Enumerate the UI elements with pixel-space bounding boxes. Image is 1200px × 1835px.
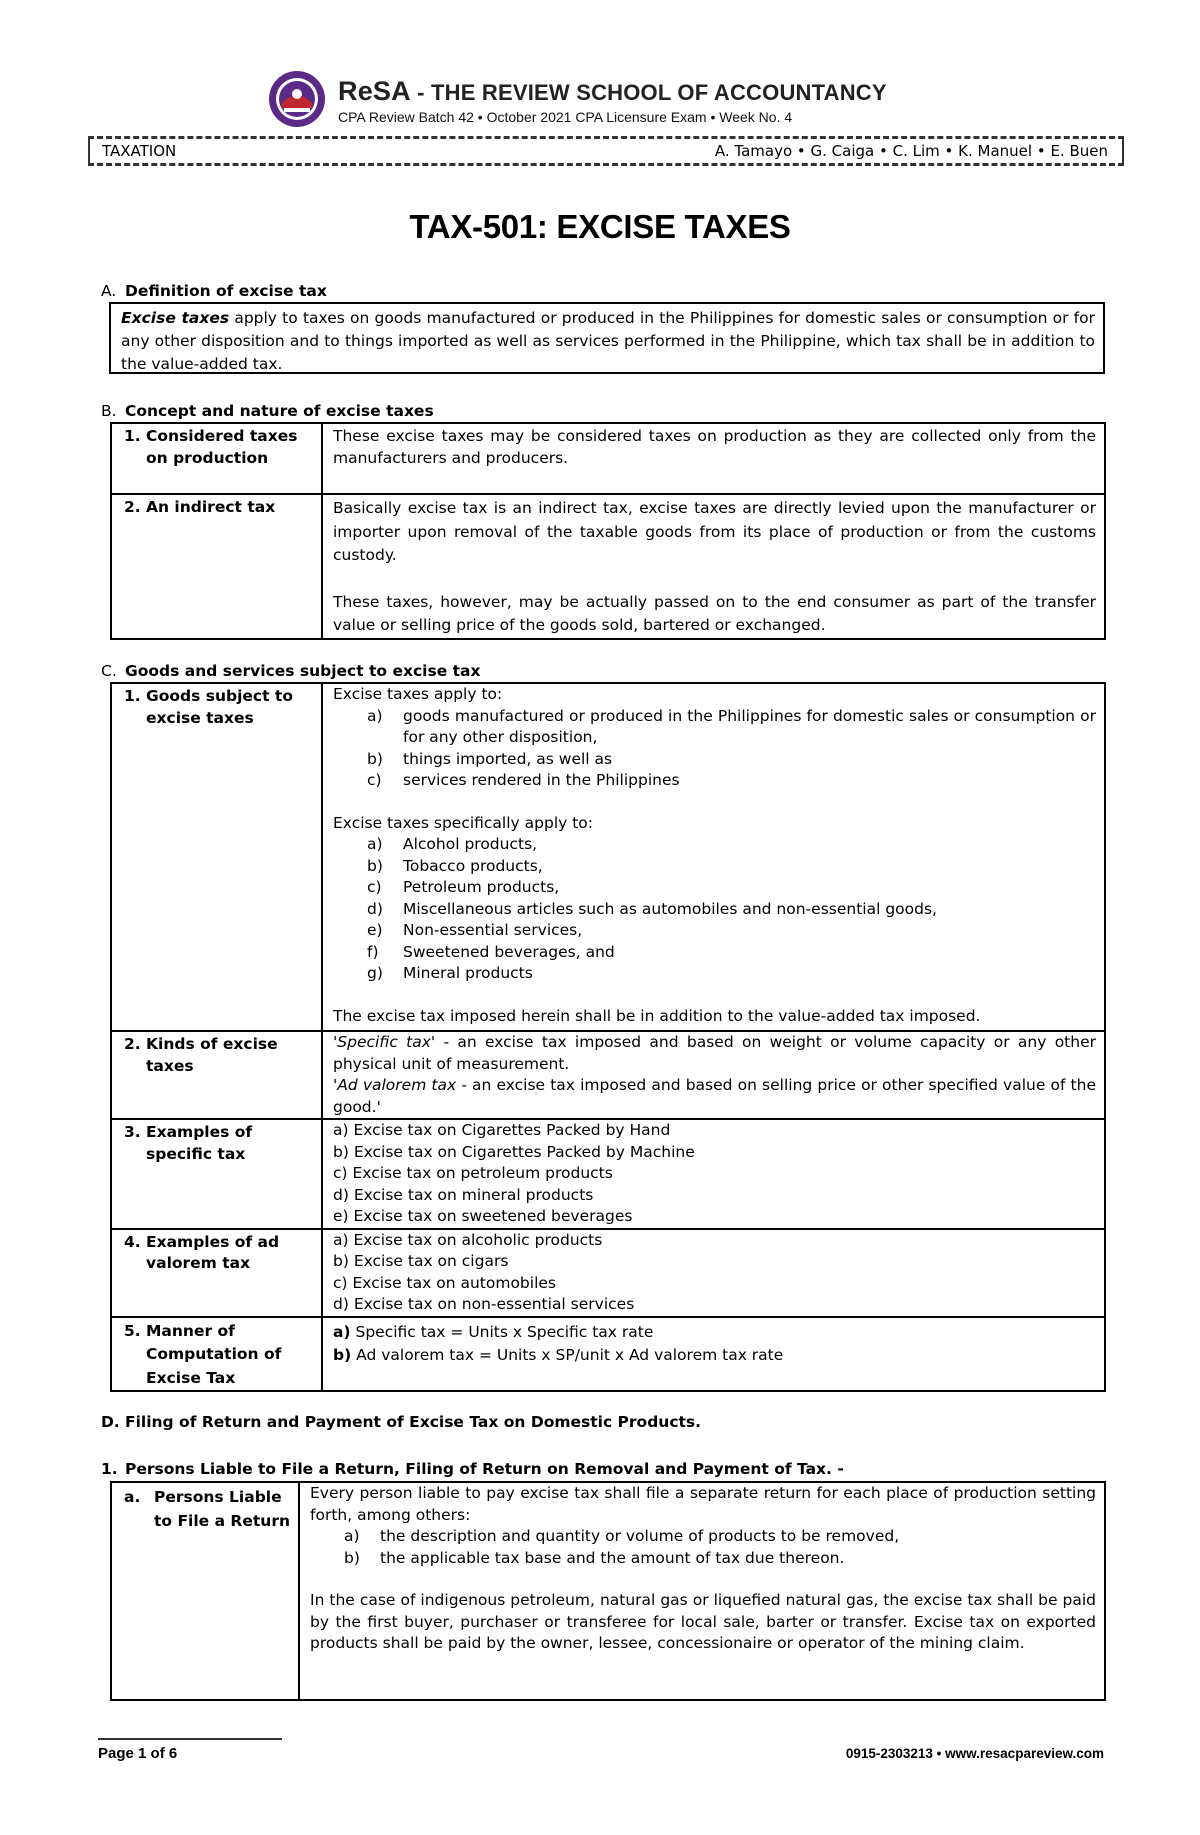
row-text: Every person liable to pay excise tax shall file a separate return for each place of production setting forth, among others: (310, 1484, 1096, 1524)
list-item: e) Excise tax on sweetened beverages (333, 1207, 633, 1225)
list-item: a) Excise tax on Cigarettes Packed by Hand (333, 1121, 671, 1139)
goods-intro: Excise taxes apply to: (333, 685, 503, 703)
list-item: b) the applicable tax base and the amount of tax due thereon. (344, 1548, 845, 1567)
list-item: a) the description and quantity or volume of products to be removed, (344, 1527, 900, 1545)
list-item: c) Excise tax on automobiles (333, 1273, 556, 1292)
list-item: c) services rendered in the Philippines (367, 771, 680, 789)
vat-closing-note: The excise tax imposed herein shall be in addition to the value-added tax imposed. (333, 1006, 981, 1025)
list-item: d) Excise tax on non-essential services (333, 1295, 635, 1313)
list-item: a) goods manufactured or produced in the Philippines for domestic sales or consumption or for any other disposition, (367, 706, 1096, 746)
table-row: 1. Considered taxes on production These excise taxes may be considered taxes on production as they are collected only from the manufacturers and producers. (111, 423, 1105, 494)
section-a-heading: A. Definition of excise tax (101, 282, 327, 300)
list-item: a) Excise tax on alcoholic products (333, 1230, 603, 1249)
table-row: 2. Kinds of excise taxes 'Specific tax' - an excise tax imposed and based on weight or volume capacity or any other physical unit of measurement. 'Ad valorem tax - an excise tax imposed and based on selling price or other specified value of the good.' (111, 1031, 1105, 1119)
specific-apply-intro: Excise taxes specifically apply to: (333, 813, 594, 832)
row-text: These taxes, however, may be actually passed on to the end consumer as part of the transfer value or selling price of the goods sold, bartered or exchanged. (333, 592, 1096, 634)
page-number: Page 1 of 6 (98, 1745, 178, 1762)
page-header (88, 64, 1124, 160)
list-item: g) Mineral products (367, 964, 533, 982)
footer-divider (98, 1738, 282, 1740)
table-row: 3. Examples of specific tax a) Excise tax on Cigarettes Packed by Hand b) Excise tax on Cigarettes Packed by Machine c) Excise tax on petroleum products d) Excise tax on mineral products e) Excise tax on sweetened beverages (111, 1119, 1105, 1229)
table-row: 4. Examples of ad valorem tax a) Excise tax on alcoholic products b) Excise tax on cigars c) Excise tax on automobiles d) Excise tax on non-essential services (111, 1229, 1105, 1317)
list-item: d) Miscellaneous articles such as automobiles and non-essential goods, (367, 899, 937, 918)
table-row: 2. An indirect tax Basically excise tax is an indirect tax, excise taxes are directly levied upon the manufacturer or importer upon removal of the taxable goods from its place of production or from the customs custody. These taxes, however, may be actually passed on to the end consumer as part of the transfer value or selling price of the goods sold, bartered or exchanged. (111, 494, 1105, 639)
list-item: b) Excise tax on Cigarettes Packed by Machine (333, 1142, 695, 1161)
school-name: ReSA - THE REVIEW SCHOOL OF ACCOUNTANCY (338, 76, 887, 106)
section-c-heading: C. Goods and services subject to excise tax (101, 662, 481, 680)
section-d-table (110, 1481, 1106, 1701)
section-a-definition-box (109, 302, 1105, 374)
resa-seal-logo-icon (268, 70, 326, 128)
page-title: TAX-501: EXCISE TAXES (409, 208, 791, 245)
list-item: f) Sweetened beverages, and (367, 942, 615, 961)
row-text: These excise taxes may be considered taxes on production as they are collected only from the manufacturers and producers. (333, 427, 1096, 467)
subject-label: TAXATION (102, 142, 177, 160)
section-b-table (110, 422, 1106, 640)
authors-label: A. Tamayo • G. Caiga • C. Lim • K. Manuel • E. Buen (714, 142, 1108, 160)
section-c-table (110, 682, 1106, 1392)
list-item: a) Alcohol products, (367, 835, 538, 853)
subject-bar (88, 136, 1124, 166)
section-d-heading: D. Filing of Return and Payment of Excise Tax on Domestic Products. (101, 1413, 702, 1431)
section-b-heading: B. Concept and nature of excise taxes (101, 402, 434, 420)
goods-list (333, 706, 1096, 792)
section-d-subheading: 1. Persons Liable to File a Return, Filing of Return on Removal and Payment of Tax. - (101, 1460, 844, 1478)
table-row: 5. Manner of Computation of Excise Tax a) Specific tax = Units x Specific tax rate b) Ad valorem tax = Units x SP/unit x Ad valorem tax rate (111, 1317, 1105, 1392)
list-item: b) Tobacco products, (367, 856, 543, 875)
specific-list (333, 834, 1096, 985)
footer-contact: 0915-2303213 • www.resacpareview.com (845, 1746, 1104, 1761)
list-item: c) Petroleum products, (367, 878, 560, 896)
definition-text: apply to taxes on goods manufactured or produced in the Philippines for domestic sales or consumption or for any other disposition and to things imported as well as services performed in the Philippine, which tax shall be in addition to the value-added tax. (121, 309, 1095, 373)
list-item: e) Non-essential services, (367, 921, 583, 939)
batch-info: CPA Review Batch 42 • October 2021 CPA Licensure Exam • Week No. 4 (338, 109, 793, 125)
formula-item: a) Specific tax = Units x Specific tax rate (333, 1322, 654, 1341)
table-row: a. Persons Liable to File a Return Every person liable to pay excise tax shall file a separate return for each place of production setting forth, among others: a) the description and quantity or volume of products to be removed, b) the applicable tax base and the amount of tax due thereon. In the case of indigenous petroleum, natural gas or liquefied natural gas, the excise tax shall be paid by the first buyer, purchaser or transferee for local sale, barter or transfer. Excise tax on exported products shall be paid by the owner, lessee, concessionaire or operator of the mining claim. (111, 1482, 1105, 1700)
list-item: c) Excise tax on petroleum products (333, 1164, 613, 1182)
excise-taxes-term: Excise taxes (121, 309, 230, 327)
list-item: d) Excise tax on mineral products (333, 1185, 594, 1204)
formula-item: b) Ad valorem tax = Units x SP/unit x Ad valorem tax rate (333, 1346, 784, 1364)
list-item: b) Excise tax on cigars (333, 1252, 509, 1270)
table-row: 1. Goods subject to excise taxes Excise taxes apply to: a) goods manufactured or produced in the Philippines for domestic sales or consumption or for any other disposition, b) things imported, as well as c) services rendered in the Philippines Excise taxes specifically apply to: a) Alcohol products, b) Tobacco products, c) Petroleum products, d) Miscellaneous articles such as automobiles and non-essential goods, e) Non-essential services, f) Sweetened beverages, and g) Mineral products The excise tax imposed herein shall be in addition to the value-added tax imposed. (111, 683, 1105, 1031)
return-contents-list (310, 1526, 1096, 1569)
list-item: b) things imported, as well as (367, 749, 613, 768)
row-text: Basically excise tax is an indirect tax, excise taxes are directly levied upon the manufacturer or importer upon removal of the taxable goods from its place of production or from the customs custody. (333, 499, 1096, 564)
row-text: In the case of indigenous petroleum, natural gas or liquefied natural gas, the excise tax shall be paid by the first buyer, purchaser or transferee for local sale, barter or transfer. Excise tax on exported products shall be paid by the owner, lessee, concessionaire or operator of the mining claim. (310, 1591, 1096, 1652)
